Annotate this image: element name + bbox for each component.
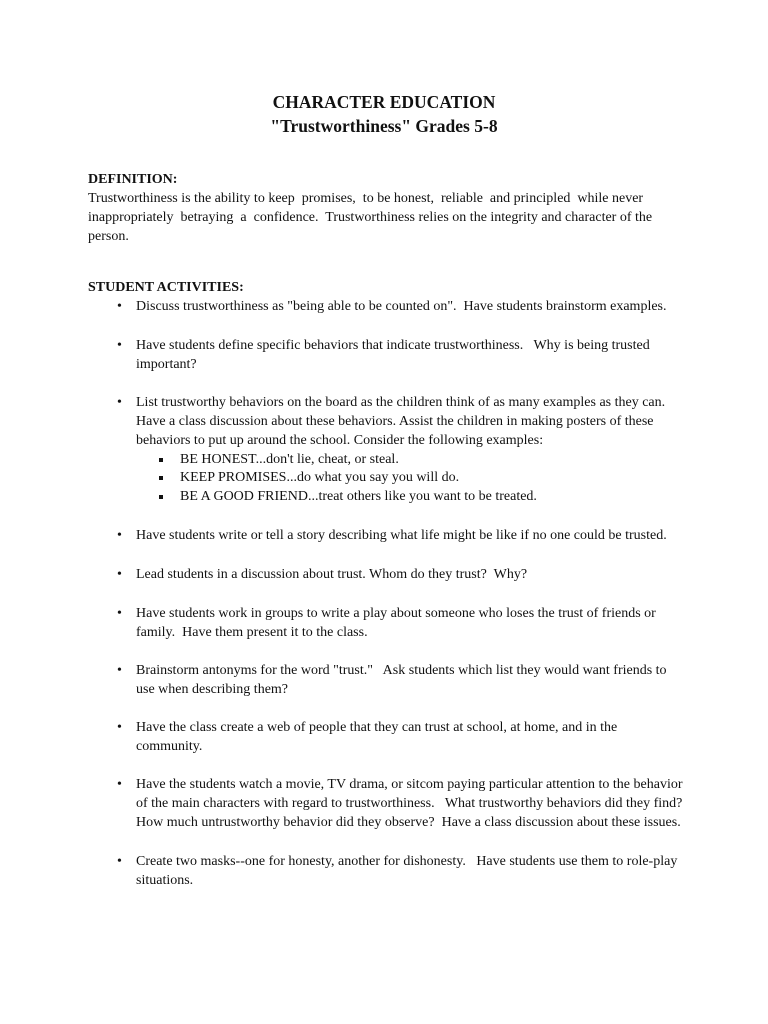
bullet-icon: • bbox=[117, 338, 122, 353]
bullet-icon: • bbox=[117, 395, 122, 410]
document-subtitle: "Trustworthiness" Grades 5-8 bbox=[270, 116, 498, 136]
square-bullet-icon bbox=[159, 495, 163, 499]
example-item: BE A GOOD FRIEND...treat others like you want to be treated. bbox=[180, 488, 537, 504]
example-item: KEEP PROMISES...do what you say you will do. bbox=[180, 470, 460, 485]
activity-line: Have a class discussion about these behaviors. Assist the children in making posters of these bbox=[136, 414, 654, 429]
example-item: BE HONEST...don't lie, cheat, or steal. bbox=[180, 451, 399, 467]
activity-line: Have students define specific behaviors that indicate trustworthiness. Why is being trusted bbox=[136, 338, 650, 353]
activity-line: important? bbox=[136, 357, 197, 372]
activity-line: use when describing them? bbox=[136, 682, 289, 697]
bullet-icon: • bbox=[117, 777, 122, 792]
document-title: CHARACTER EDUCATION bbox=[272, 92, 496, 112]
activity-line: Lead students in a discussion about trust. Whom do they trust? Why? bbox=[136, 567, 528, 582]
activity-line: situations. bbox=[136, 873, 194, 888]
bullet-icon: • bbox=[117, 567, 122, 582]
activity-line: Create two masks--one for honesty, another for dishonesty. Have students use them to role-play bbox=[136, 854, 678, 869]
activity-line: Brainstorm antonyms for the word "trust." Ask students which list they would want friends to bbox=[136, 663, 667, 678]
definition-line: inappropriately betraying a confidence. Trustworthiness relies on the integrity and character of the bbox=[88, 210, 653, 225]
bullet-icon: • bbox=[117, 528, 122, 543]
activity-line: Discuss trustworthiness as "being able to be counted on". Have students brainstorm examples. bbox=[136, 299, 667, 314]
bullet-icon: • bbox=[117, 720, 122, 735]
bullet-icon: • bbox=[117, 854, 122, 869]
bullet-icon: • bbox=[117, 299, 122, 314]
square-bullet-icon bbox=[159, 476, 163, 480]
definition-heading: DEFINITION: bbox=[88, 172, 178, 187]
activity-line: of the main characters with regard to trustworthiness. What trustworthy behaviors did they find? bbox=[136, 796, 683, 811]
square-bullet-icon bbox=[159, 458, 163, 462]
activity-line: community. bbox=[136, 739, 203, 754]
activity-line: Have students write or tell a story describing what life might be like if no one could be trusted. bbox=[136, 528, 667, 543]
definition-line: Trustworthiness is the ability to keep promises, to be honest, reliable and principled while never bbox=[88, 191, 644, 206]
activity-line: family. Have them present it to the class. bbox=[136, 625, 368, 640]
activity-line: Have the students watch a movie, TV drama, or sitcom paying particular attention to the behavior bbox=[136, 777, 683, 792]
activity-line: How much untrustworthy behavior did they observe? Have a class discussion about these issues. bbox=[136, 815, 681, 830]
activity-line: Have the class create a web of people that they can trust at school, at home, and in the bbox=[136, 720, 618, 735]
activity-line: behaviors to put up around the school. Consider the following examples: bbox=[136, 433, 544, 448]
bullet-icon: • bbox=[117, 663, 122, 678]
activities-heading: STUDENT ACTIVITIES: bbox=[88, 280, 244, 295]
activity-line: Have students work in groups to write a play about someone who loses the trust of friends or bbox=[136, 606, 656, 621]
bullet-icon: • bbox=[117, 606, 122, 621]
activity-line: List trustworthy behaviors on the board as the children think of as many examples as they can. bbox=[136, 395, 666, 410]
definition-line: person. bbox=[88, 229, 129, 244]
